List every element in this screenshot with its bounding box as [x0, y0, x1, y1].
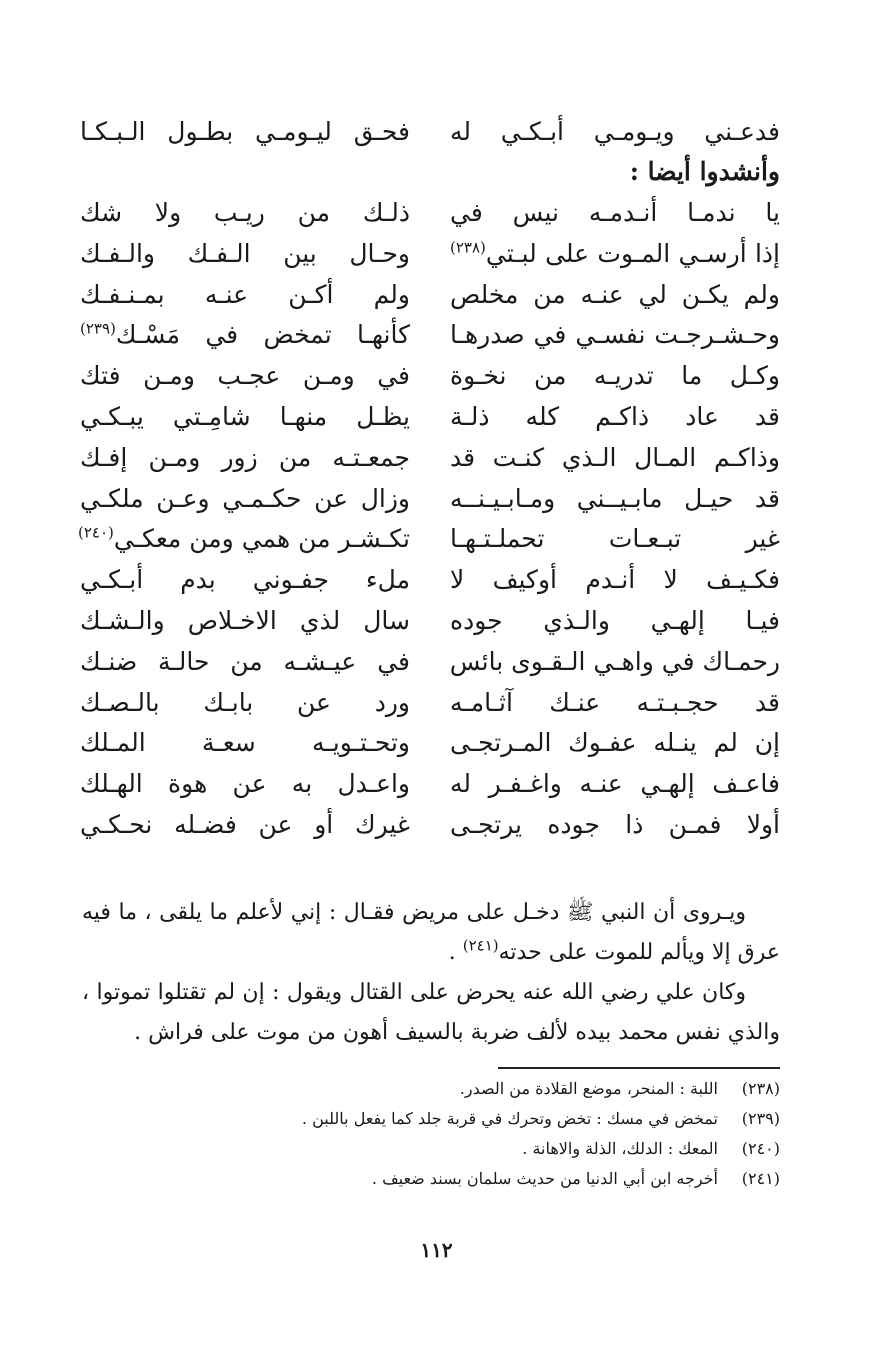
verse-right-text: فيـا إلهـي والـذي جوده — [450, 605, 780, 635]
verse-left-hemistich — [80, 315, 410, 355]
verse-right-text: إذا أرسـي المـوت على لبـتي — [485, 238, 780, 268]
footnote — [220, 1164, 780, 1194]
poem-verse — [80, 805, 780, 846]
verse-right-hemistich — [450, 560, 780, 600]
verse-left-text: وحـال بين الـفـك والـفـك — [80, 238, 410, 268]
verse-left-hemistich — [80, 479, 410, 519]
verse-right-hemistich — [450, 315, 780, 355]
footnote-number: (٢٣٩) — [741, 1109, 780, 1128]
footnote-number: (٢٣٨) — [741, 1079, 780, 1098]
verse-left-hemistich — [80, 234, 410, 274]
footnote — [220, 1134, 780, 1164]
first-verse-left-hemistich: فحـق ليـومـي بطـول الـبـكـا — [80, 117, 410, 146]
verse-left-text: وزال عن حكـمـي وعـن ملكـي — [80, 483, 410, 513]
prose-paragraph — [82, 973, 780, 1053]
prose-section — [82, 893, 780, 1053]
footnote-text: اللبة : المنحر، موضع القلادة من الصدر. — [459, 1079, 718, 1098]
poem-verse — [80, 275, 780, 316]
verse-left-hemistich — [80, 560, 410, 600]
verse-left-hemistich — [80, 723, 410, 763]
verse-right-text: إن لم ينـله عفـوك المـرتجـى — [450, 728, 780, 758]
footnote-text: تمخض في مسك : تخض وتحرك في قربة جلد كما يفعل باللبن . — [301, 1109, 718, 1128]
poem-verse — [80, 683, 780, 724]
first-verse — [80, 112, 780, 152]
verse-right-text: قد حجـبـتـه عنـك آثـامـه — [450, 687, 780, 717]
poem-verse — [80, 315, 780, 356]
poem-verse — [80, 764, 780, 805]
verse-left-hemistich — [80, 764, 410, 804]
first-verse-right-hemistich: فدعـني ويـومـي أبـكـي له — [450, 117, 780, 146]
verse-left-text: جمعـتـه من زور ومـن إفـك — [80, 442, 410, 472]
verse-left-text: وتحـتـويـه سعـة المـلك — [80, 728, 410, 758]
poem-verse — [80, 193, 780, 234]
poem — [80, 193, 780, 846]
prose-text: وكان علي رضي الله عنه يحرض على القتال ويقول : إن لم تقتلوا تموتوا ، والذي نفس محمد بيده لألف ضربة بالسيف أهون من موت على فراش . — [82, 980, 780, 1045]
footnote-marker: (٢٤٠) — [78, 524, 114, 543]
verse-left-hemistich — [80, 601, 410, 641]
verse-left-text: يظـل منهـا شامِـتي يبـكـي — [80, 401, 410, 431]
poem-verse — [80, 560, 780, 601]
verse-left-text: ذلـك من ريـب ولا شك — [80, 198, 410, 227]
footnote-marker: (٢٣٨) — [450, 238, 486, 257]
footnote-number: (٢٤٠) — [741, 1139, 780, 1158]
verse-right-hemistich — [450, 764, 780, 804]
verse-left-text: كأنهـا تمخض في مَسْـك — [115, 320, 410, 350]
poem-verse — [80, 234, 780, 275]
verse-left-hemistich — [80, 438, 410, 478]
verse-left-hemistich — [80, 642, 410, 682]
verse-right-text: يا ندمـا أنـدمـه نيس في — [450, 198, 780, 227]
verse-left-hemistich — [80, 193, 410, 233]
verse-right-hemistich — [450, 479, 780, 519]
footnote — [220, 1074, 780, 1104]
verse-right-hemistich — [450, 275, 780, 315]
poem-verse — [80, 397, 780, 438]
poem-heading: وأنشدوا أيضا : — [629, 157, 780, 186]
footnote-marker: (٢٣٩) — [80, 320, 116, 339]
verse-right-text: وذاكـم المـال الـذي كنـت قد — [450, 442, 780, 472]
verse-left-hemistich — [80, 519, 410, 559]
verse-right-hemistich — [450, 356, 780, 396]
verse-right-text: غير تبـعـات تحملـتـهـا — [450, 524, 780, 554]
prose-tail: . — [448, 940, 463, 965]
verse-left-text: واعـدل به عن هوة الهـلك — [80, 769, 410, 799]
poem-verse — [80, 642, 780, 683]
verse-right-hemistich — [450, 642, 780, 682]
footnote — [220, 1104, 780, 1134]
verse-left-hemistich — [80, 275, 410, 315]
verse-right-text: وكـل ما تدريـه من نخـوة — [450, 361, 780, 391]
verse-right-text: قد عاد ذاكـم كله ذلـة — [450, 401, 780, 431]
verse-right-text: فاعـف إلهـي عنـه واغـفـر له — [450, 769, 780, 799]
verse-right-hemistich — [450, 397, 780, 437]
verse-right-hemistich — [450, 234, 780, 274]
verse-left-text: تكـشـر من همي ومن معكـي — [113, 524, 410, 554]
prose-text: ويـروى أن النبي ﷺ دخـل على مريض فقـال : إني لأعلم ما يلقى ، ما فيه عرق إلا ويألم للموت على حدته — [82, 900, 780, 965]
verse-right-text: وحـشـرجـت نفسـي في صدرهـا — [450, 320, 780, 350]
footnote-separator — [498, 1067, 780, 1069]
poem-verse — [80, 356, 780, 397]
poem-verse — [80, 519, 780, 560]
verse-right-hemistich — [450, 723, 780, 763]
verse-left-hemistich — [80, 356, 410, 396]
verse-left-hemistich — [80, 805, 410, 845]
footnote-text: المعك : الدلك، الذلة والاهانة . — [522, 1139, 718, 1158]
verse-left-text: ولم أكـن عنـه بمـنـفـك — [80, 279, 410, 309]
prose-paragraph — [82, 893, 780, 973]
verse-right-hemistich — [450, 193, 780, 233]
verse-left-text: في عيـشـه من حالـة ضنـك — [80, 646, 410, 676]
verse-right-text: رحمـاك في واهـي الـقـوى بائس — [449, 646, 780, 676]
poem-verse — [80, 601, 780, 642]
verse-right-text: أولا فمـن ذا جوده يرتجـى — [450, 809, 780, 839]
verse-left-text: سال لذي الاخـلاص والـشـك — [80, 605, 410, 635]
poem-verse — [80, 723, 780, 764]
footnote-text: أخرجه ابن أبي الدنيا من حديث سلمان بسند ضعيف . — [371, 1169, 718, 1188]
verse-right-hemistich — [450, 601, 780, 641]
verse-left-hemistich — [80, 683, 410, 723]
poem-verse — [80, 438, 780, 479]
verse-left-text: غيرك أو عن فضـله نحـكـي — [80, 809, 410, 839]
page-number: ١١٢ — [420, 1238, 453, 1262]
verse-left-text: ورد عن بابـك بالـصـك — [80, 687, 410, 717]
verse-left-text: في ومـن عجـب ومـن فتك — [80, 361, 410, 391]
verse-right-hemistich — [450, 683, 780, 723]
verse-right-hemistich — [450, 438, 780, 478]
verse-right-hemistich — [450, 805, 780, 845]
verse-right-text: قد حيـل مابـيــني ومـابـيـنــه — [450, 483, 780, 513]
verse-left-hemistich — [80, 397, 410, 437]
verse-right-text: فكـيـف لا أنـدم أوكيف لا — [450, 565, 780, 595]
poem-verse — [80, 479, 780, 520]
footnote-marker: (٢٤١) — [462, 936, 499, 955]
footnote-number: (٢٤١) — [741, 1169, 780, 1188]
verse-right-hemistich — [450, 519, 780, 559]
verse-left-text: ملء جفـوني بدم أبـكـي — [80, 565, 410, 595]
verse-right-text: ولم يكـن لي عنـه من مخلص — [450, 279, 780, 309]
footnotes — [220, 1074, 780, 1194]
